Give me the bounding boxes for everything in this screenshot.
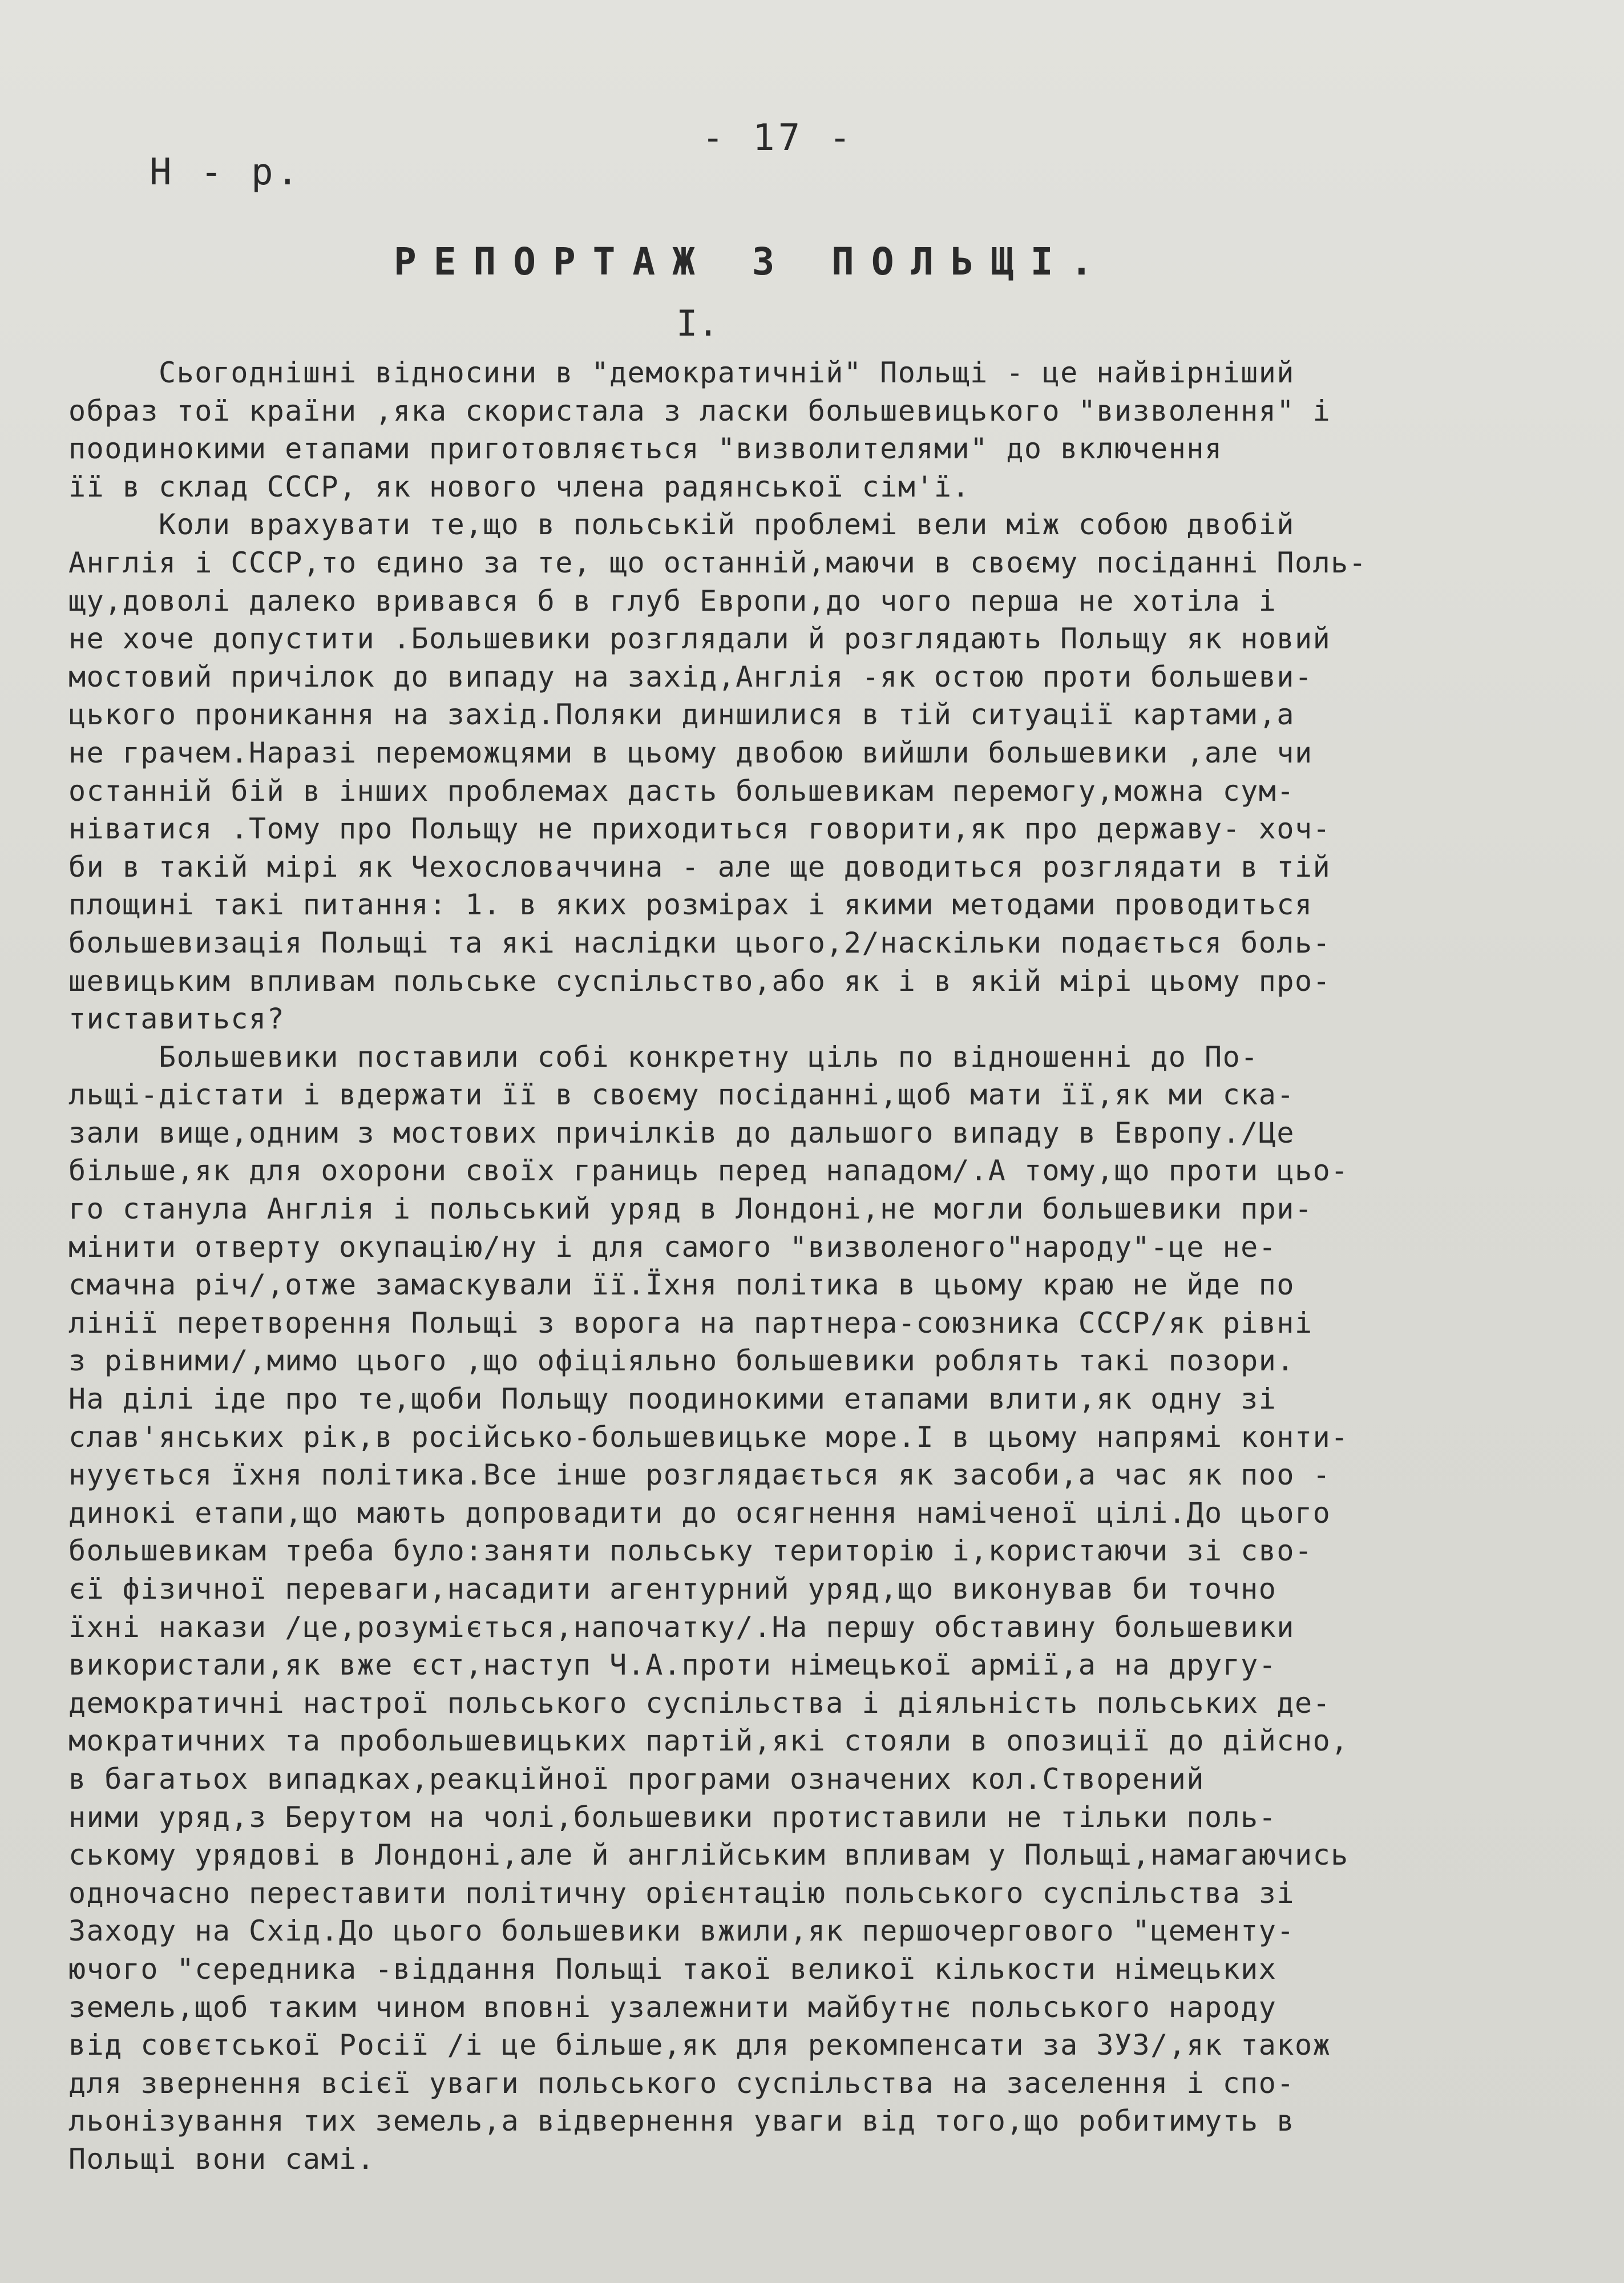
text-line: використали,як вже єст,наступ Ч.А.проти німецької армії,а на другу- bbox=[68, 1648, 1277, 1682]
text-line: Польщі вони самі. bbox=[68, 2142, 375, 2176]
text-line: мінити отверту окупацію/ну і для самого "визволеного"народу"-це не- bbox=[68, 1230, 1277, 1264]
page-number: - 17 - bbox=[702, 117, 855, 159]
text-line: поодинокими етапами приготовляється "визволителями" до включення bbox=[68, 432, 1223, 466]
text-line: ському урядові в Лондоні,але й англійським впливам у Польщі,намагаючись bbox=[68, 1838, 1349, 1872]
text-line: цького проникання на захід.Поляки диншилися в тій ситуації картами,а bbox=[68, 698, 1295, 732]
body-text bbox=[68, 354, 1575, 2179]
text-line: льонізування тих земель,а відвернення уваги від того,що робитимуть в bbox=[68, 2104, 1295, 2138]
text-line: Большевики поставили собі конкретну ціль по відношенні до По- bbox=[68, 1040, 1259, 1074]
text-line: єї фізичної переваги,насадити агентурний уряд,що виконував би точно bbox=[68, 1572, 1277, 1606]
text-line: її в склад СССР, як нового члена радянської сім'ї. bbox=[68, 470, 971, 503]
text-line: ніватися .Тому про Польщу не приходиться говорити,як про державу- хоч- bbox=[68, 812, 1331, 846]
text-line: їхні накази /це,розуміється,напочатку/.На першу обставину большевики bbox=[68, 1610, 1295, 1644]
text-line: Коли врахувати те,що в польській проблемі вели між собою двобій bbox=[68, 508, 1295, 542]
text-line: останній бій в інших проблемах дасть большевикам перемогу,можна сум- bbox=[68, 774, 1295, 808]
text-line: большевизація Польщі та які наслідки цього,2/наскільки подається боль- bbox=[68, 926, 1331, 959]
text-line: образ тої країни ,яка скористала з ласки большевицького "визволення" і bbox=[68, 394, 1331, 427]
text-line: ними уряд,з Берутом на чолі,большевики протиставили не тільки поль- bbox=[68, 1800, 1277, 1834]
text-line: шевицьким впливам польське суспільство,або як і в якій мірі цьому про- bbox=[68, 964, 1331, 998]
document-title: РЕПОРТАЖ З ПОЛЬЩІ. bbox=[394, 240, 1110, 284]
text-line: слав'янських рік,в російсько-большевицьке море.І в цьому напрямі конти- bbox=[68, 1420, 1349, 1454]
text-line: не хоче допустити .Большевики розглядали й розглядають Польщу як новий bbox=[68, 622, 1331, 656]
text-line: льщі-дістати і вдержати її в своєму посіданні,щоб мати її,як ми ска- bbox=[68, 1078, 1295, 1112]
text-line: для звернення всієї уваги польського суспільства на заселення і спо- bbox=[68, 2066, 1295, 2100]
text-line: лінії перетворення Польщі з ворога на партнера-союзника СССР/як рівні bbox=[68, 1306, 1313, 1340]
text-line: динокі етапи,що мають допровадити до осягнення наміченої цілі.До цього bbox=[68, 1496, 1331, 1530]
text-line: мостовий причілок до випаду на захід,Англія -як остою проти большеви- bbox=[68, 660, 1313, 693]
text-line: би в такій мірі як Чехословаччина - але ще доводиться розглядати в тій bbox=[68, 850, 1331, 884]
text-line: одночасно переставити політичну орієнтацію польського суспільства зі bbox=[68, 1876, 1295, 1910]
text-line: щу,доволі далеко вривався б в глуб Европи,до чого перша не хотіла і bbox=[68, 584, 1277, 618]
text-line: більше,як для охорони своїх границь перед нападом/.А тому,що проти цьо- bbox=[68, 1154, 1349, 1188]
text-line: зали вище,одним з мостових причілків до дальшого випаду в Европу./Це bbox=[68, 1116, 1295, 1149]
text-line: смачна річ/,отже замаскували її.Їхня політика в цьому краю не йде по bbox=[68, 1268, 1295, 1302]
text-line: Сьогоднішні відносини в "демократичній" Польщі - це найвірніший bbox=[68, 356, 1295, 389]
text-line: нуується їхня політика.Все інше розглядається як засоби,а час як поо - bbox=[68, 1458, 1331, 1492]
text-line: На ділі іде про те,щоби Польщу поодинокими етапами влити,як одну зі bbox=[68, 1382, 1277, 1416]
text-line: Заходу на Схід.До цього большевики вжили,як першочергового "цементу- bbox=[68, 1914, 1295, 1948]
text-line: Англія і СССР,то єдино за те, що останній,маючи в своєму посіданні Поль- bbox=[68, 546, 1367, 579]
part-number: І. bbox=[676, 302, 719, 344]
text-line: з рівними/,мимо цього ,що офіціяльно большевики роблять такі позори. bbox=[68, 1344, 1295, 1378]
text-line: в багатьох випадках,реакційної програми означених кол.Створений bbox=[68, 1762, 1205, 1796]
text-line: го станула Англія і польський уряд в Лондоні,не могли большевики при- bbox=[68, 1192, 1313, 1226]
text-line: большевикам треба було:заняти польську територію і,користаючи зі сво- bbox=[68, 1534, 1313, 1568]
reference-mark: Н - р. bbox=[150, 151, 302, 193]
text-line: від совєтської Росії /і це більше,як для рекомпенсати за ЗУЗ/,як також bbox=[68, 2028, 1331, 2062]
text-line: площині такі питання: 1. в яких розмірах і якими методами проводиться bbox=[68, 888, 1313, 922]
text-line: земель,щоб таким чином вповні узалежнити майбутнє польського народу bbox=[68, 1990, 1277, 2024]
text-line: тиставиться? bbox=[68, 1002, 285, 1036]
text-line: ючого "середника -віддання Польщі такої великої кількости німецьких bbox=[68, 1952, 1277, 1986]
text-line: мократичних та пробольшевицьких партій,які стояли в опозиції до дійсно, bbox=[68, 1724, 1349, 1758]
text-line: не грачем.Наразі переможцями в цьому двобою вийшли большевики ,але чи bbox=[68, 736, 1313, 769]
text-line: демократичні настрої польського суспільства і діяльність польських де- bbox=[68, 1686, 1331, 1720]
